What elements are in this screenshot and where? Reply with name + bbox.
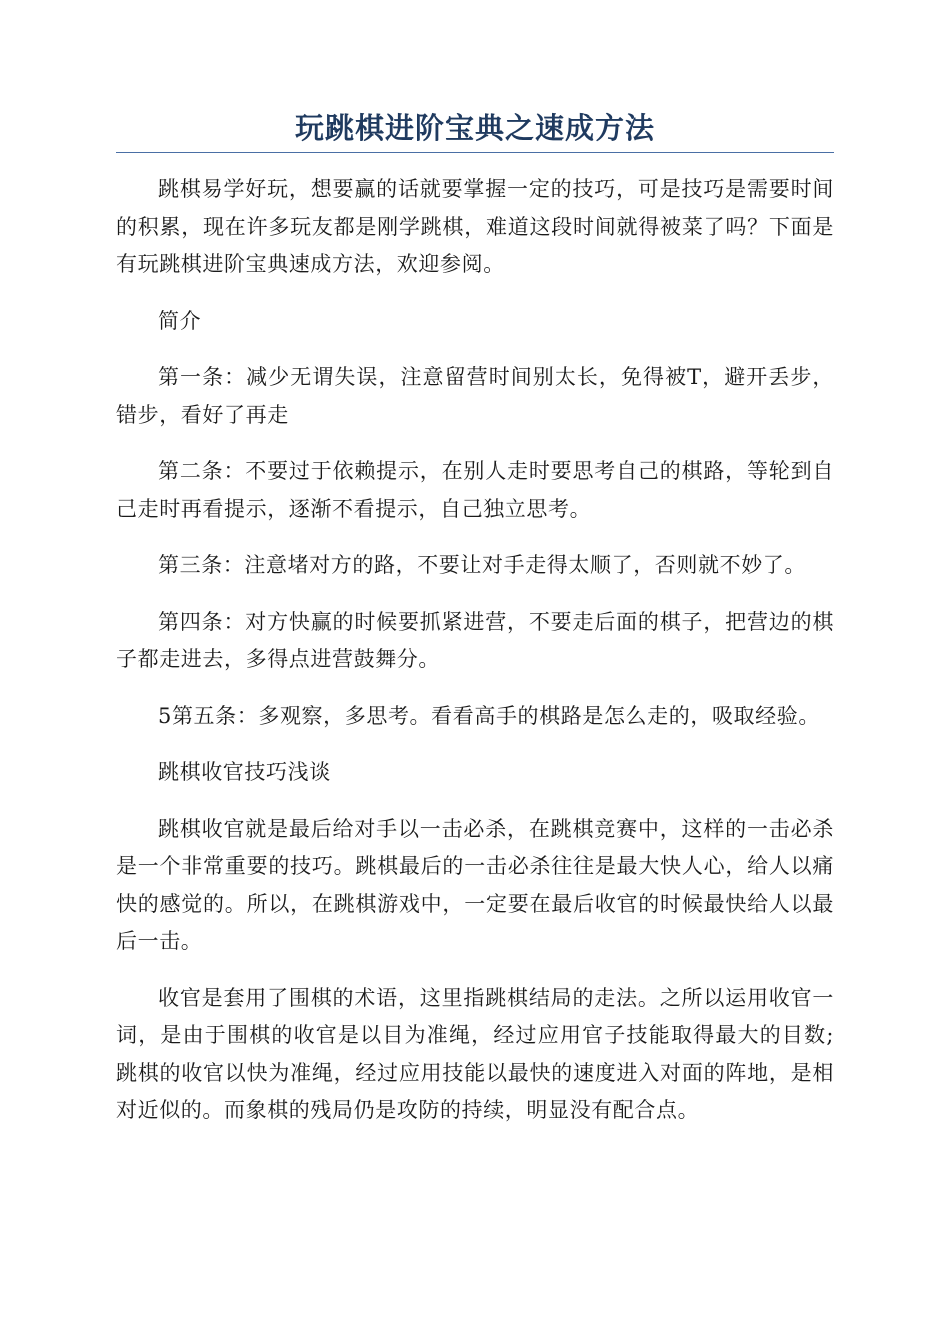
document-title: 玩跳棋进阶宝典之速成方法 <box>294 111 655 145</box>
paragraph-intro: 跳棋易学好玩，想要赢的话就要掌握一定的技巧，可是技巧是需要时间的积累，现在许多玩友都是刚学跳棋，难道这段时间就得被菜了吗？下面是有玩跳棋进阶宝典速成方法，欢迎参阅。 <box>116 177 834 276</box>
paragraph-rule-5: 5第五条：多观察，多思考。看看高手的棋路是怎么走的，吸取经验。 <box>158 703 820 728</box>
section-heading-intro: 简介 <box>158 308 202 333</box>
paragraph-endgame-2: 收官是套用了围棋的术语，这里指跳棋结局的走法。之所以运用收官一词，是由于围棋的收官是以目为准绳，经过应用官子技能取得最大的目数;跳棋的收官以快为准绳，经过应用技能以最快的速度进入对面的阵地，是相对近似的。而象棋的残局仍是攻防的持续，明显没有配合点。 <box>116 985 834 1122</box>
title-underline <box>116 152 834 153</box>
paragraph-endgame-1: 跳棋收官就是最后给对手以一击必杀，在跳棋竞赛中，这样的一击必杀是一个非常重要的技巧。跳棋最后的一击必杀往往是最大快人心，给人以痛快的感觉的。所以，在跳棋游戏中，一定要在最后收官的时候最快给人以最后一击。 <box>116 816 834 953</box>
paragraph-rule-3: 第三条：注意堵对方的路，不要让对手走得太顺了，否则就不妙了。 <box>158 553 806 577</box>
paragraph-rule-1: 第一条：减少无谓失误，注意留营时间别太长，免得被T，避开丢步，错步，看好了再走 <box>116 365 834 427</box>
paragraph-rule-2: 第二条：不要过于依赖提示，在别人走时要思考自己的棋路，等轮到自己走时再看提示，逐渐不看提示，自己独立思考。 <box>116 459 834 521</box>
section-heading-endgame: 跳棋收官技巧浅谈 <box>158 760 331 784</box>
paragraph-rule-4: 第四条：对方快赢的时候要抓紧进营，不要走后面的棋子，把营边的棋子都走进去，多得点进营鼓舞分。 <box>116 609 834 671</box>
